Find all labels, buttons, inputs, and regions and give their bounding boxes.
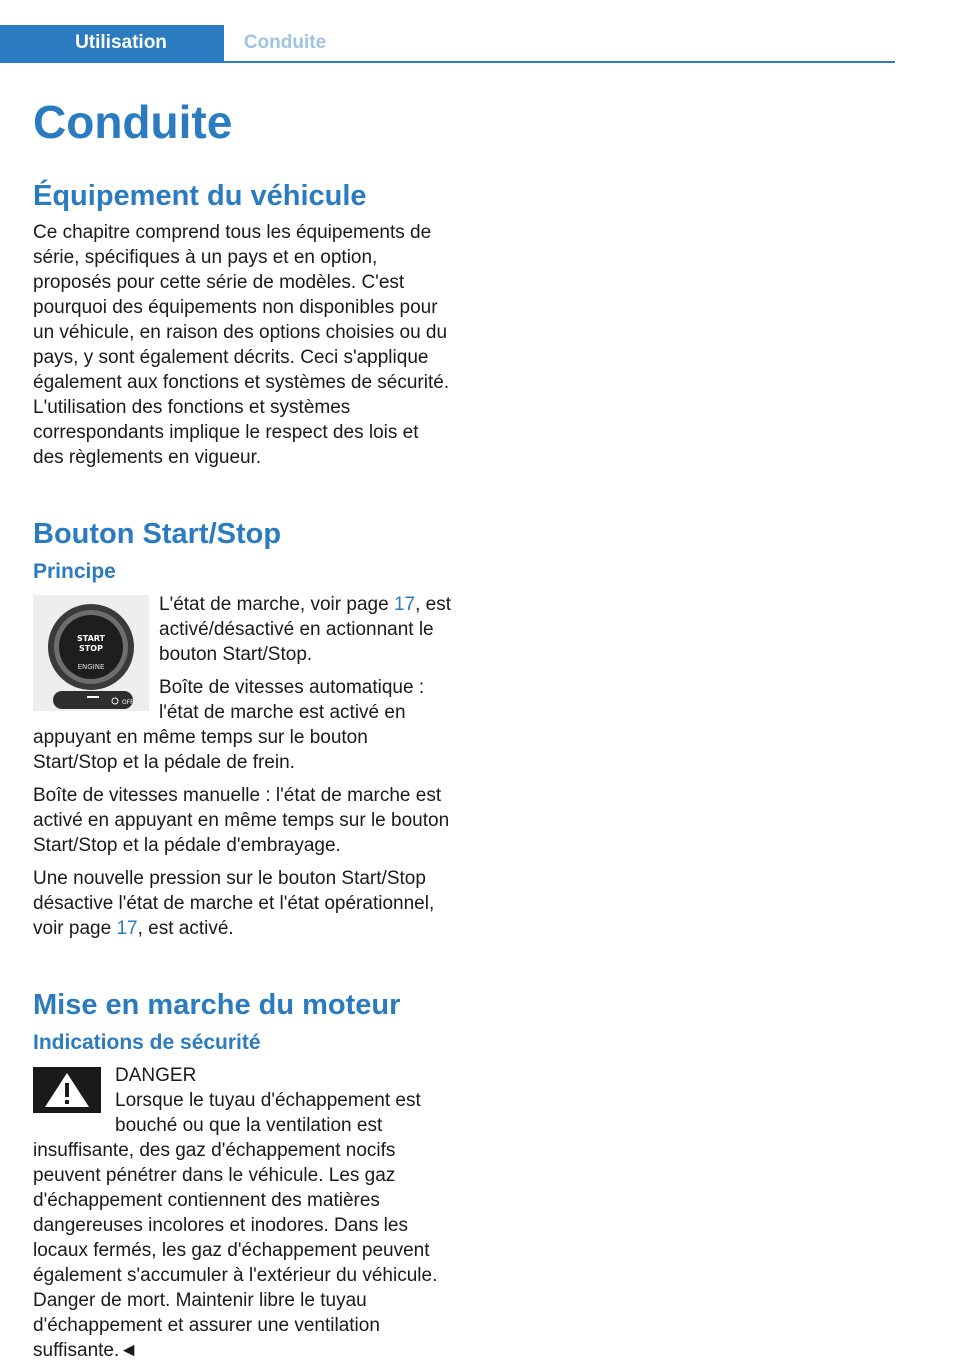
principe-text-4b: , est activé.: [137, 918, 234, 939]
principe-text-1b: , est activé/désactivé en actionnant le bouton Start/Stop.: [159, 594, 451, 665]
section-title-equipement: Équipement du véhicule: [33, 180, 367, 212]
danger-label: DANGER: [115, 1065, 197, 1086]
principe-text-1a: L'état de marche, voir page: [159, 594, 394, 615]
image-label-start: START: [76, 634, 106, 643]
chapter-title: Conduite: [33, 96, 233, 148]
danger-text: Lorsque le tuyau d'échappement est bouché ou que la ventilation est insuffisante, des gaz d'échappement nocifs peuvent pénétrer dans le véhicule. Les gaz d'échappement contiennent des matières dangereuses incolores et inodores. Dans les locaux fermés, les gaz d'échappement peuvent également s'accumuler à l'extérieur du véhicule. Danger de mort. Maintenir libre le tuyau d'échappement et assurer une ventilation suffisante.◄: [33, 1090, 438, 1361]
principe-text-4: [33, 866, 451, 941]
securite-title: Indications de sécurité: [33, 1031, 261, 1054]
principe-title: Principe: [33, 560, 116, 583]
danger-block: [33, 1063, 451, 1363]
principe-text-2: Boîte de vitesses automatique : l'état de marche est activé en appuyant en même temps sur le bouton Start/Stop et la pédale de frein.: [33, 677, 425, 773]
start-stop-button-image: [33, 595, 149, 711]
image-label-engine: ENGINE: [77, 663, 105, 671]
warning-triangle-icon: [33, 1067, 101, 1113]
header-tabbar: [0, 25, 895, 63]
section-title-moteur: Mise en marche du moteur: [33, 989, 401, 1021]
left-column: [33, 178, 451, 1371]
equipement-text: Ce chapitre comprend tous les équipements de série, spécifiques à un pays et en option, proposés pour cette série de modèles. C'est pourquoi des équipements non disponibles pour un véhicule, en raison des options choisies ou du pays, y sont également décrits. Ceci s'applique également aux fonctions et systèmes de sécurité. L'utilisation des fonctions et systèmes correspondants implique le respect des lois et des règlements en vigueur.: [33, 222, 450, 468]
image-label-stop: STOP: [79, 644, 103, 653]
tab-conduite[interactable]: Conduite: [243, 32, 327, 53]
principe-text-3: Boîte de vitesses manuelle : l'état de marche est activé en appuyant en même temps sur le bouton Start/Stop et la pédale d'embrayage.: [33, 785, 450, 856]
page-ref-link[interactable]: 17: [116, 918, 138, 939]
image-label-off: OFF: [122, 699, 134, 706]
page-ref-link[interactable]: 17: [393, 594, 416, 615]
principe-text-4a: Une nouvelle pression sur le bouton Start/Stop désactive l'état de marche et l'état opérationnel, voir page: [33, 868, 435, 939]
tab-utilisation[interactable]: Utilisation: [0, 25, 224, 61]
section-title-bouton: Bouton Start/Stop: [33, 518, 282, 550]
